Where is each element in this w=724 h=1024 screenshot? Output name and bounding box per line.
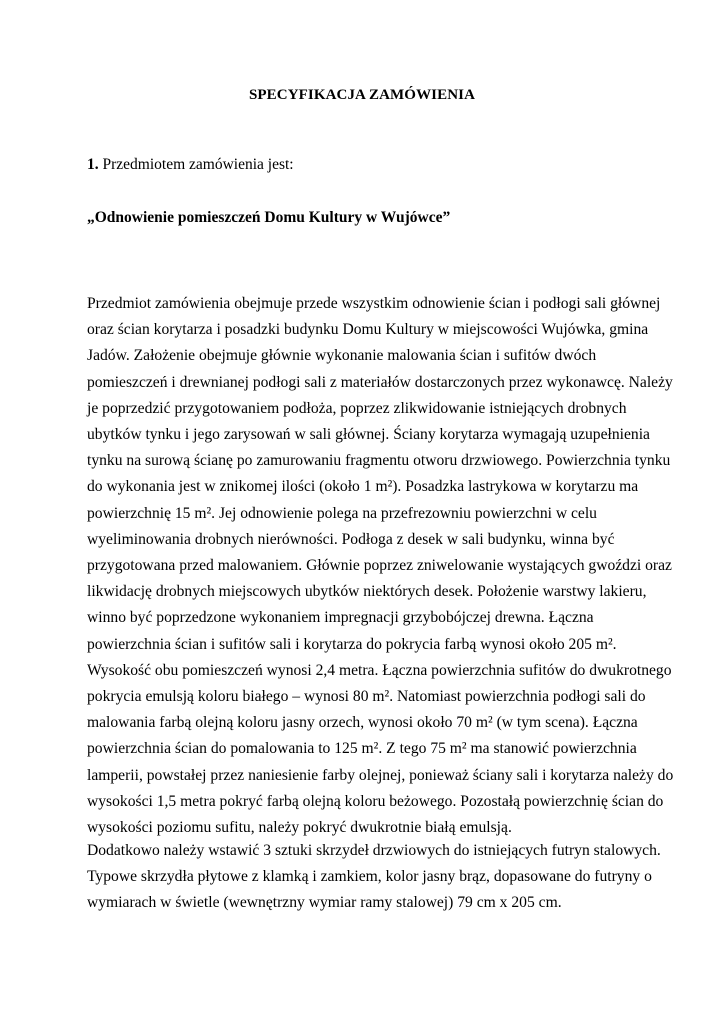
doors-paragraph	[87, 838, 661, 917]
paragraph-line: pomieszczeń i drewnianej podłogi sali z materiałów dostarczonych przez wykonawcę. Należy	[87, 373, 673, 391]
paragraph-line: ubytków tynku i jego zarysowań w sali głównej. Ściany korytarza wymagają uzupełnienia	[87, 426, 650, 444]
paragraph-line: przygotowana przed malowaniem. Głównie poprzez zniwelowanie wystających gwoździ oraz	[87, 557, 672, 575]
paragraph-line: oraz ścian korytarza i posadzki budynku Domu Kultury w miejscowości Wujówka, gmina	[87, 321, 649, 339]
paragraph-line: Przedmiot zamówienia obejmuje przede wszystkim odnowienie ścian i podłogi sali głównej	[87, 295, 661, 312]
paragraph-line: Dodatkowo należy wstawić 3 sztuki skrzydeł drzwiowych do istniejących futryn stalowych.	[87, 842, 661, 859]
paragraph-line: powierzchnię 15 m². Jej odnowienie polega na przefrezowniu powierzchni w celu	[87, 504, 597, 522]
paragraph-line: wysokości 1,5 metra pokryć farbą olejną koloru beżowego. Pozostałą powierzchnię ścian do	[87, 792, 664, 810]
description-paragraph	[87, 291, 674, 841]
paragraph-line: wymiarach w świetle (wewnętrzny wymiar ramy stalowej) 79 cm x 205 cm.	[87, 894, 562, 912]
paragraph-line: winno być poprzedzone wykonaniem impregnacji grzybobójczej drewna. Łączna	[87, 609, 594, 627]
paragraph-line: tynku na surową ścianę po zamurowaniu fragmentu otworu drzwiowego. Powierzchnia tynku	[87, 452, 671, 470]
paragraph-line: do wykonania jest w znikomej ilości (około 1 m²). Posadzka lastrykowa w korytarzu ma	[87, 478, 639, 496]
section-number: 1.	[87, 156, 99, 173]
paragraph-line: powierzchnia ścian do pomalowania to 125 m². Z tego 75 m² ma stanowić powierzchnia	[87, 740, 637, 758]
paragraph-line: wyeliminowania drobnych nierówności. Podłoga z desek w sali budynku, winna być	[87, 530, 615, 548]
paragraph-line: je poprzedzić przygotowaniem podłoża, poprzez zlikwidowanie istniejących drobnych	[87, 399, 627, 417]
paragraph-line: Jadów. Założenie obejmuje głównie wykonanie malowania ścian i sufitów dwóch	[87, 347, 597, 365]
paragraph-line: pokrycia emulsją koloru białego – wynosi 80 m². Natomiast powierzchnia podłogi sali do	[87, 688, 646, 706]
paragraph-line: Wysokość obu pomieszczeń wynosi 2,4 metra. Łączna powierzchnia sufitów do dwukrotnego	[87, 661, 672, 679]
document-title: SPECYFIKACJA ZAMÓWIENIA	[248, 87, 476, 103]
paragraph-line: wysokości poziomu sufitu, należy pokryć dwukrotnie białą emulsją.	[87, 819, 512, 837]
order-subject-title: „Odnowienie pomieszczeń Domu Kultury w Wujówce”	[87, 209, 451, 226]
paragraph-line: lamperii, powstałej przez naniesienie farby olejnej, ponieważ ściany sali i korytarza należy do	[87, 766, 674, 784]
section-heading	[87, 156, 294, 174]
paragraph-line: Typowe skrzydła płytowe z klamką i zamkiem, kolor jasny brąz, dopasowane do futryny o	[87, 868, 652, 886]
paragraph-line: malowania farbą olejną koloru jasny orzech, wynosi około 70 m² (w tym scena). Łączna	[87, 714, 638, 732]
paragraph-line: likwidację drobnych miejscowych ubytków niektórych desek. Położenie warstwy lakieru,	[87, 583, 647, 601]
section-heading-text: Przedmiotem zamówienia jest:	[98, 156, 294, 173]
paragraph-line: powierzchnia ścian i sufitów sali i korytarza do pokrycia farbą wynosi około 205 m².	[87, 635, 617, 653]
